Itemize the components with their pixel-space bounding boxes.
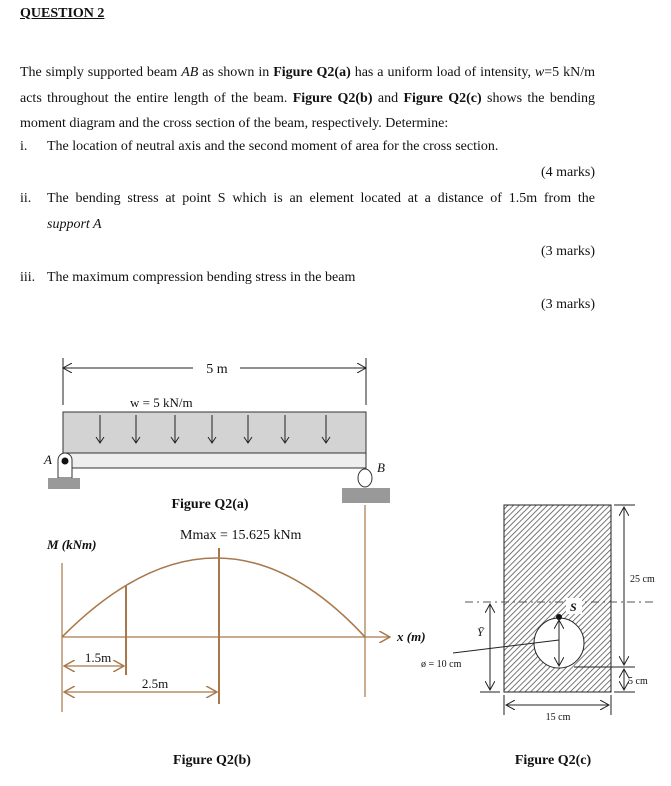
question-3-marks: (3 marks) xyxy=(540,297,595,312)
distributed-load xyxy=(63,412,366,453)
question-3-text: The maximum compression bending stress in the beam xyxy=(47,270,356,285)
point-s xyxy=(556,614,562,620)
load-label: w = 5 kN/m xyxy=(130,395,193,410)
label-a: A xyxy=(44,452,52,467)
mmax-label: Mmax = 15.625 kNm xyxy=(180,528,302,543)
figure-q2a xyxy=(43,358,390,512)
diameter-label: ø = 10 cm xyxy=(421,659,462,670)
question-1-number: i. xyxy=(20,139,28,154)
question-title: QUESTION 2 xyxy=(20,6,105,21)
question-2-marks: (3 marks) xyxy=(540,244,595,259)
moment-curve xyxy=(62,558,365,637)
label-b: B xyxy=(377,460,385,475)
question-2-text-cont: support A xyxy=(47,217,102,232)
beam xyxy=(63,453,366,468)
ground-b xyxy=(342,488,390,503)
intro-paragraph: The simply supported beam AB as shown in Figure Q2(a) has a uniform load of intensity, w=5 kN/m acts throughout the entire length of the beam. Figure Q2(b) and Figure Q2(c) shows the bending moment diagram and the cross section of the beam, respectively. Determine: xyxy=(20,65,595,131)
question-3-number: iii. xyxy=(20,270,36,285)
distance-1-5m: 1.5m xyxy=(84,650,112,665)
question-1-marks: (4 marks) xyxy=(540,165,595,180)
question-2-number: ii. xyxy=(20,191,32,206)
height-label: 25 cm xyxy=(630,574,655,585)
x-axis-label: x (m) xyxy=(397,629,426,644)
caption-q2c: Figure Q2(c) xyxy=(514,753,592,768)
ground-a xyxy=(48,478,80,489)
moment-axis-label: M (kNm) xyxy=(47,537,97,552)
distance-2-5m: 2.5m xyxy=(141,676,169,691)
caption-q2b: Figure Q2(b) xyxy=(173,753,251,768)
figure-q2c xyxy=(421,505,655,723)
roller-support-b xyxy=(358,469,372,487)
question-2-text: The bending stress at point S which is an element located at a distance of 1.5m from the xyxy=(47,191,595,206)
question-1-text: The location of neutral axis and the second moment of area for the cross section. xyxy=(47,139,499,154)
span-label: 5 m xyxy=(206,362,228,377)
ybar-label: Ȳ xyxy=(477,625,484,639)
caption-q2a: Figure Q2(a) xyxy=(171,497,249,512)
label-s: S xyxy=(570,600,577,614)
width-label: 15 cm xyxy=(545,712,571,723)
pin-support-a xyxy=(58,453,72,478)
bottom-label: 5 cm xyxy=(628,676,648,687)
